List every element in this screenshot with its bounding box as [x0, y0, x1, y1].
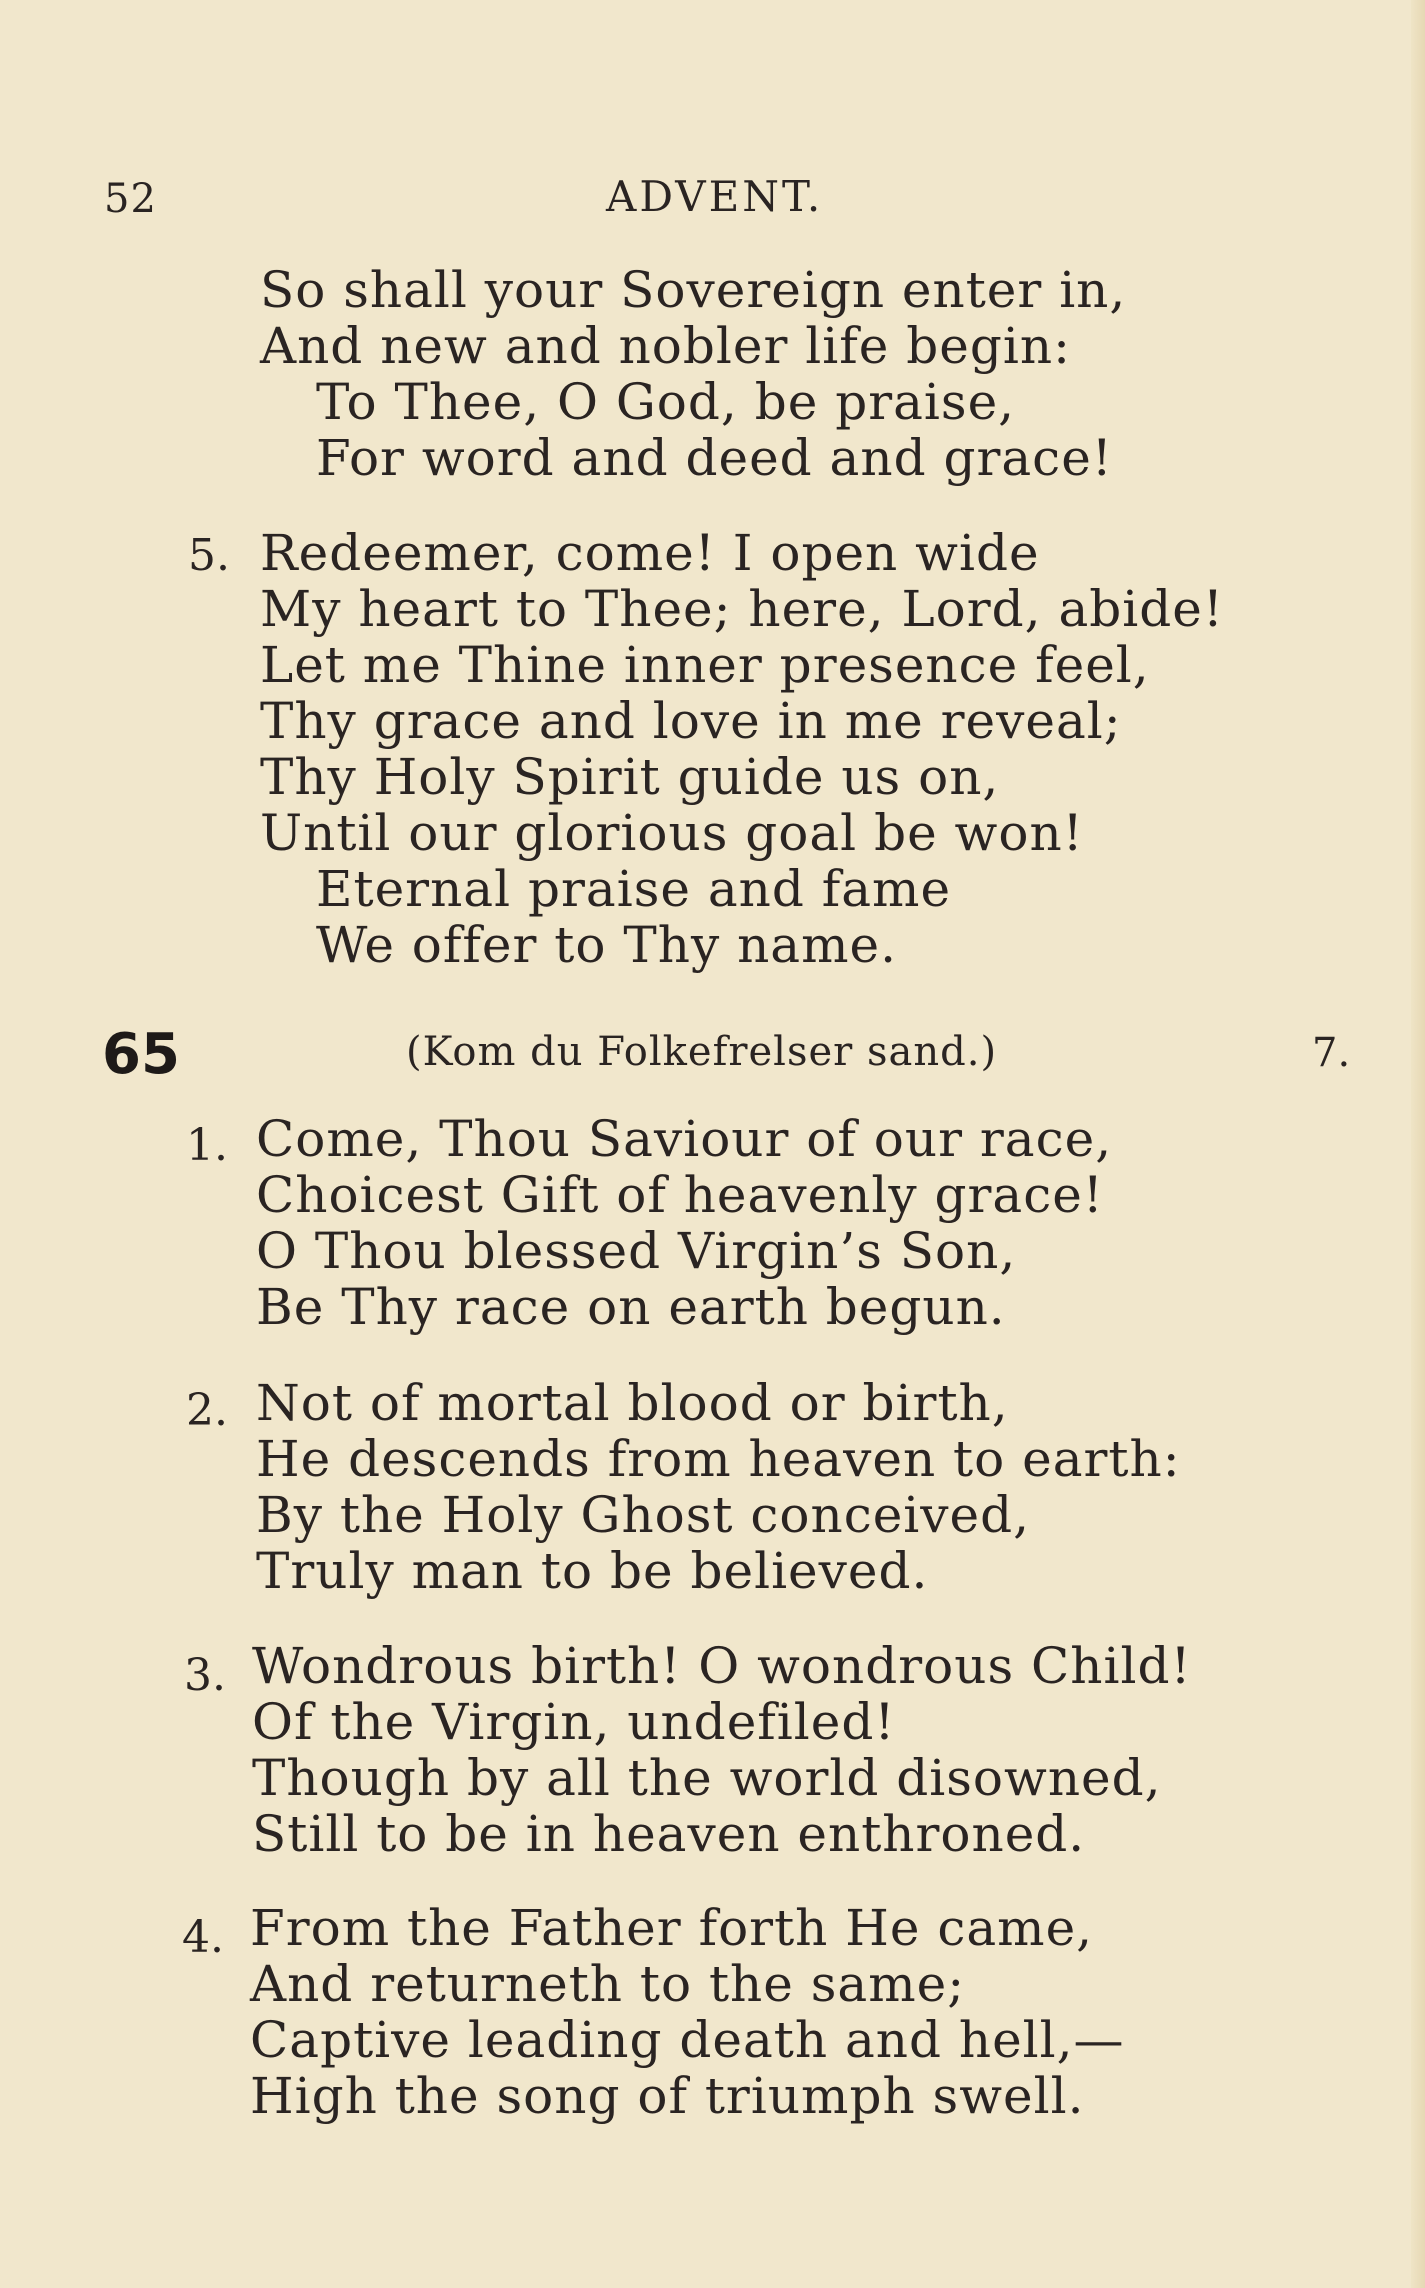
- refrain-line: Eternal praise and fame: [316, 860, 952, 918]
- verse-line: Wondrous birth! O wondrous Child!: [252, 1637, 1192, 1695]
- stanza-number: 4.: [182, 1912, 224, 1963]
- page-number: 52: [104, 176, 157, 222]
- verse-line: Thy Holy Spirit guide us on,: [260, 748, 1000, 806]
- verse-line: By the Holy Ghost conceived,: [256, 1486, 1031, 1544]
- page-edge: [1411, 0, 1425, 2288]
- section-title: ADVENT.: [606, 172, 824, 221]
- verse-line: Truly man to be believed.: [256, 1542, 929, 1600]
- verse-line: And returneth to the same;: [250, 1955, 966, 2013]
- previous-stanza-continuation: [260, 262, 1126, 486]
- verse-line: Redeemer, come! I open wide: [260, 524, 1040, 582]
- refrain-line: We offer to Thy name.: [316, 916, 897, 974]
- verse-line: Come, Thou Saviour of our race,: [256, 1110, 1113, 1168]
- stanza-4: [250, 1900, 1125, 2124]
- verse-line: Of the Virgin, undefiled!: [252, 1693, 896, 1751]
- verse-line: Until our glorious goal be won!: [260, 804, 1084, 862]
- stanza-number: 1.: [186, 1120, 228, 1171]
- verse-line: Not of mortal blood or birth,: [256, 1374, 1009, 1432]
- refrain-line: To Thee, O God, be praise,: [316, 373, 1016, 431]
- verse-line: Choicest Gift of heavenly grace!: [256, 1166, 1104, 1224]
- verse-line: O Thou blessed Virgin’s Son,: [256, 1222, 1017, 1280]
- stanza-1: [256, 1111, 1112, 1335]
- verse-line: Still to be in heaven enthroned.: [252, 1805, 1086, 1863]
- verse-line: Though by all the world disowned,: [252, 1749, 1162, 1807]
- stanza-2: [256, 1375, 1181, 1599]
- stanza-number: 2.: [186, 1385, 228, 1436]
- verse-line: And new and nobler life begin:: [260, 317, 1071, 375]
- verse-line: My heart to Thee; here, Lord, abide!: [260, 580, 1224, 638]
- hymn-original-title: (Kom du Folkefrelser sand.): [406, 1029, 998, 1075]
- verse-line: High the song of triumph swell.: [250, 2067, 1085, 2125]
- verse-line: So shall your Sovereign enter in,: [260, 261, 1127, 319]
- stanza-number: 3.: [184, 1650, 226, 1701]
- hymn-number: 65: [102, 1022, 180, 1087]
- verse-line: Thy grace and love in me reveal;: [260, 692, 1122, 750]
- stanza-number: 5.: [188, 530, 230, 581]
- hymn-meter: 7.: [1312, 1030, 1351, 1076]
- verse-line: He descends from heaven to earth:: [256, 1430, 1181, 1488]
- stanza-3: [252, 1638, 1192, 1862]
- stanza-5: [260, 525, 1224, 973]
- verse-line: Let me Thine inner presence feel,: [260, 636, 1150, 694]
- verse-line: Captive leading death and hell,—: [250, 2011, 1125, 2069]
- verse-line: From the Father forth He came,: [250, 1899, 1094, 1957]
- verse-line: Be Thy race on earth begun.: [256, 1278, 1006, 1336]
- refrain-line: For word and deed and grace!: [316, 429, 1113, 487]
